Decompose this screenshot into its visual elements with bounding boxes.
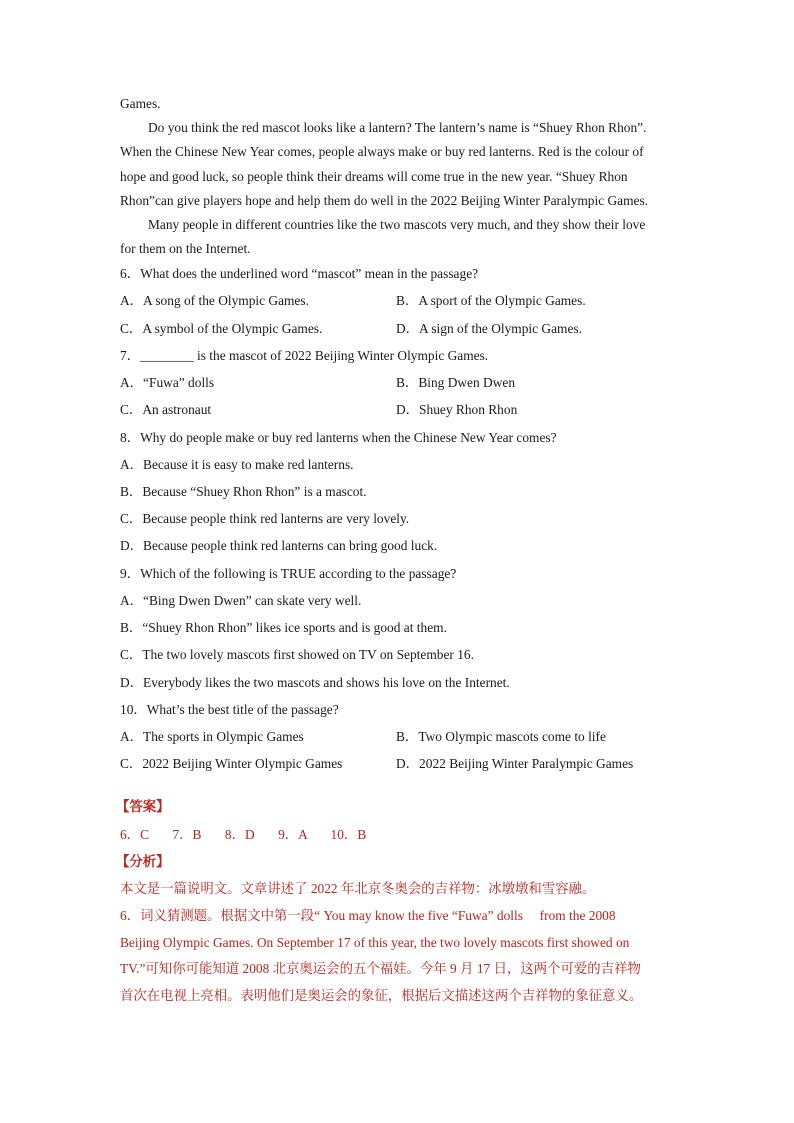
option-b: B．“Shuey Rhon Rhon” likes ice sports and is good at them. xyxy=(120,620,447,635)
analysis-line: 首次在电视上亮相。表明他们是奥运会的象征，根据后文描述这两个吉祥物的象征意义。 xyxy=(120,988,643,1003)
option-c: C．2022 Beijing Winter Olympic Games xyxy=(120,756,343,771)
analysis-heading: 【分析】 xyxy=(116,854,170,869)
analysis-line: 本文是一篇说明文。文章讲述了 2022 年北京冬奥会的吉祥物：冰墩墩和雪容融。 xyxy=(120,881,596,896)
passage-line: Many people in different countries like the two mascots very much, and they show their love xyxy=(148,217,646,232)
question-stem: 6．What does the underlined word “mascot” mean in the passage? xyxy=(120,266,479,281)
option-b: B．Two Olympic mascots come to life xyxy=(396,729,606,744)
answer-heading: 【答案】 xyxy=(116,799,170,814)
option-a: A．“Fuwa” dolls xyxy=(120,375,215,390)
option-a: A．Because it is easy to make red lanterns. xyxy=(120,457,354,472)
passage-line: for them on the Internet. xyxy=(120,241,251,256)
option-d: D．Because people think red lanterns can bring good luck. xyxy=(120,538,438,553)
option-c: C．The two lovely mascots first showed on TV on September 16. xyxy=(120,647,474,662)
option-a: A．The sports in Olympic Games xyxy=(120,729,304,744)
question-stem: 9．Which of the following is TRUE according to the passage? xyxy=(120,566,457,581)
passage-line: hope and good luck, so people think their dreams will come true in the new year. “Shuey Rhon xyxy=(120,169,628,184)
option-a: A．“Bing Dwen Dwen” can skate very well. xyxy=(120,593,362,608)
analysis-line: 6．词义猜测题。根据文中第一段“ You may know the five “Fuwa” dolls from the 2008 xyxy=(120,908,616,923)
option-d: D．Everybody likes the two mascots and shows his love on the Internet. xyxy=(120,675,510,690)
question-stem: 7．________ is the mascot of 2022 Beijing Winter Olympic Games. xyxy=(120,348,489,363)
option-d: D．A sign of the Olympic Games. xyxy=(396,321,582,336)
answer-key: 6．C 7．B 8．D 9．A 10．B xyxy=(120,827,367,842)
option-c: C．Because people think red lanterns are very lovely. xyxy=(120,511,410,526)
option-c: C．An astronaut xyxy=(120,402,212,417)
option-c: C．A symbol of the Olympic Games. xyxy=(120,321,323,336)
question-stem: 8．Why do people make or buy red lanterns when the Chinese New Year comes? xyxy=(120,430,557,445)
passage-line: When the Chinese New Year comes, people always make or buy red lanterns. Red is the colour of xyxy=(120,144,644,159)
option-b: B．Because “Shuey Rhon Rhon” is a mascot. xyxy=(120,484,367,499)
option-a: A．A song of the Olympic Games. xyxy=(120,293,309,308)
passage-line: Games. xyxy=(120,96,161,111)
passage-line: Do you think the red mascot looks like a lantern? The lantern’s name is “Shuey Rhon Rhon”. xyxy=(148,120,647,135)
option-b: B．Bing Dwen Dwen xyxy=(396,375,516,390)
analysis-line: Beijing Olympic Games. On September 17 of this year, the two lovely mascots first showed on xyxy=(120,935,630,950)
option-d: D．Shuey Rhon Rhon xyxy=(396,402,518,417)
option-d: D．2022 Beijing Winter Paralympic Games xyxy=(396,756,634,771)
analysis-line: TV.”可知你可能知道 2008 北京奥运会的五个福娃。今年 9 月 17 日，这两个可爱的吉祥物 xyxy=(120,961,641,976)
option-b: B．A sport of the Olympic Games. xyxy=(396,293,586,308)
question-stem: 10．What’s the best title of the passage? xyxy=(120,702,339,717)
passage-line: Rhon”can give players hope and help them do well in the 2022 Beijing Winter Paralympic Games. xyxy=(120,193,649,208)
